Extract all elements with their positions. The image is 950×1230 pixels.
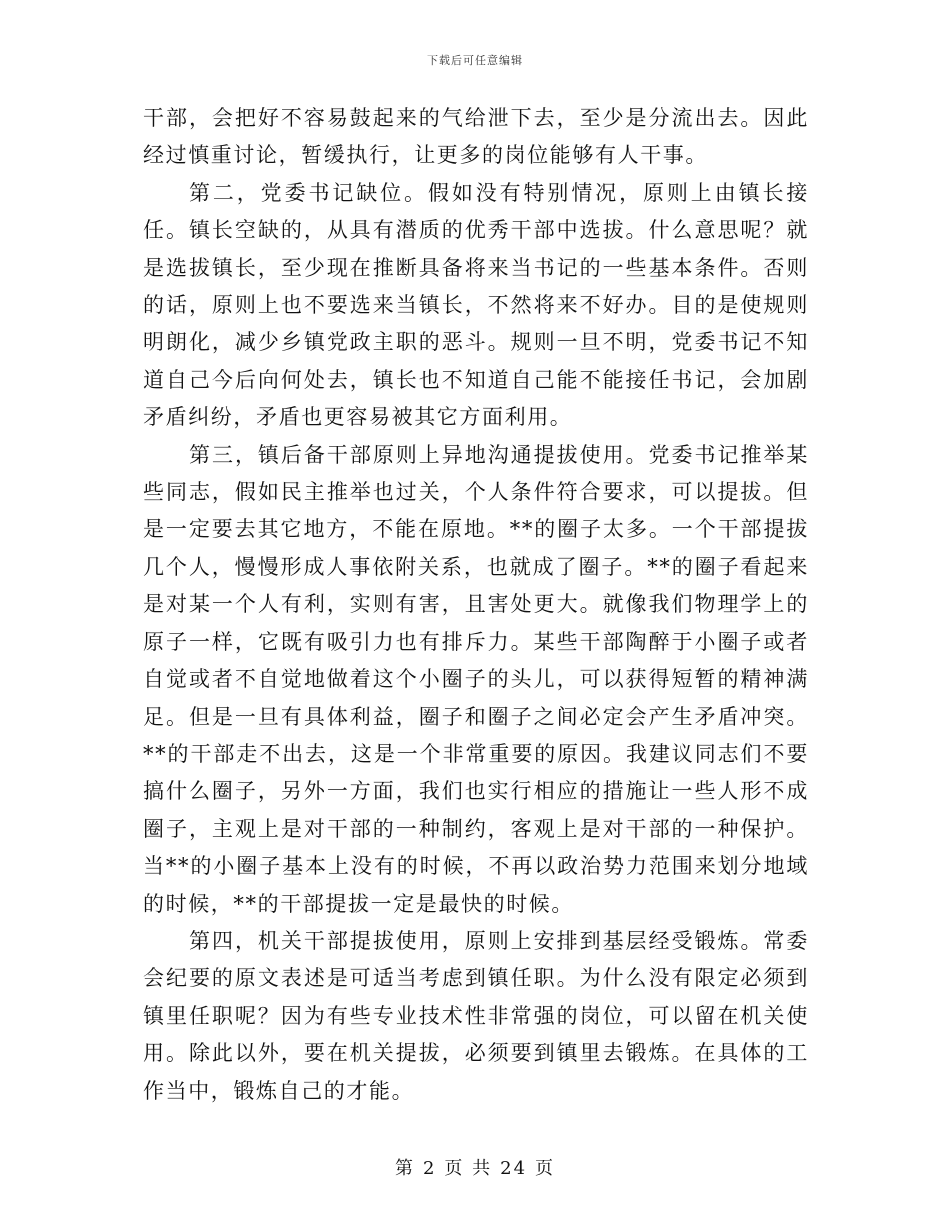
footer-suffix: 页 — [535, 1158, 556, 1179]
page-number-footer — [0, 1154, 950, 1180]
paragraph-continuation: 干部，会把好不容易鼓起来的气给泄下去，至少是分流出去。因此经过慎重讨论，暂缓执行，让更多的岗位能够有人干事。 — [143, 106, 809, 168]
document-body — [143, 100, 809, 1110]
footer-prefix: 第 — [394, 1158, 415, 1179]
page-header-note: 下载后可任意编辑 — [427, 54, 523, 67]
footer-current-page: 2 — [422, 1158, 437, 1179]
paragraph-fourth: 第四，机关干部提拔使用，原则上安排到基层经受锻炼。常委会纪要的原文表述是可适当考虑到镇任职。为什么没有限定必须到镇里任职呢？因为有些专业技术性非常强的岗位，可以留在机关使用。除此以外，要在机关提拔，必须要到镇里去锻炼。在具体的工作当中，锻炼自己的才能。 — [143, 928, 809, 1103]
paragraph-second: 第二，党委书记缺位。假如没有特别情况，原则上由镇长接任。镇长空缺的，从具有潜质的优秀干部中选拔。什么意思呢？就是选拔镇长，至少现在推断具备将来当书记的一些基本条件。否则的话，原则上也不要选来当镇长，不然将来不好办。目的是使规则明朗化，减少乡镇党政主职的恶斗。规则一旦不明，党委书记不知道自己今后向何处去，镇长也不知道自己能不能接任书记，会加剧矛盾纠纷，矛盾也更容易被其它方面利用。 — [143, 180, 809, 430]
paragraph-third: 第三，镇后备干部原则上异地沟通提拔使用。党委书记推举某些同志，假如民主推举也过关，个人条件符合要求，可以提拔。但是一定要去其它地方，不能在原地。**的圈子太多。一个干部提拔几个人，慢慢形成人事依附关系，也就成了圈子。**的圈子看起来是对某一个人有利，实则有害，且害处更大。就像我们物理学上的原子一样，它既有吸引力也有排斥力。某些干部陶醉于小圈子或者自觉或者不自觉地做着这个小圈子的头儿，可以获得短暂的精神满足。但是一旦有具体利益，圈子和圈子之间必定会产生矛盾冲突。**的干部走不出去，这是一个非常重要的原因。我建议同志们不要搞什么圈子，另外一方面，我们也实行相应的措施让一些人形不成圈子，主观上是对干部的一种制约，客观上是对干部的一种保护。当**的小圈子基本上没有的时候，不再以政治势力范围来划分地域的时候，**的干部提拔一定是最快的时候。 — [143, 442, 809, 916]
footer-middle: 页 共 — [444, 1158, 493, 1179]
footer-total-pages: 24 — [500, 1158, 528, 1179]
